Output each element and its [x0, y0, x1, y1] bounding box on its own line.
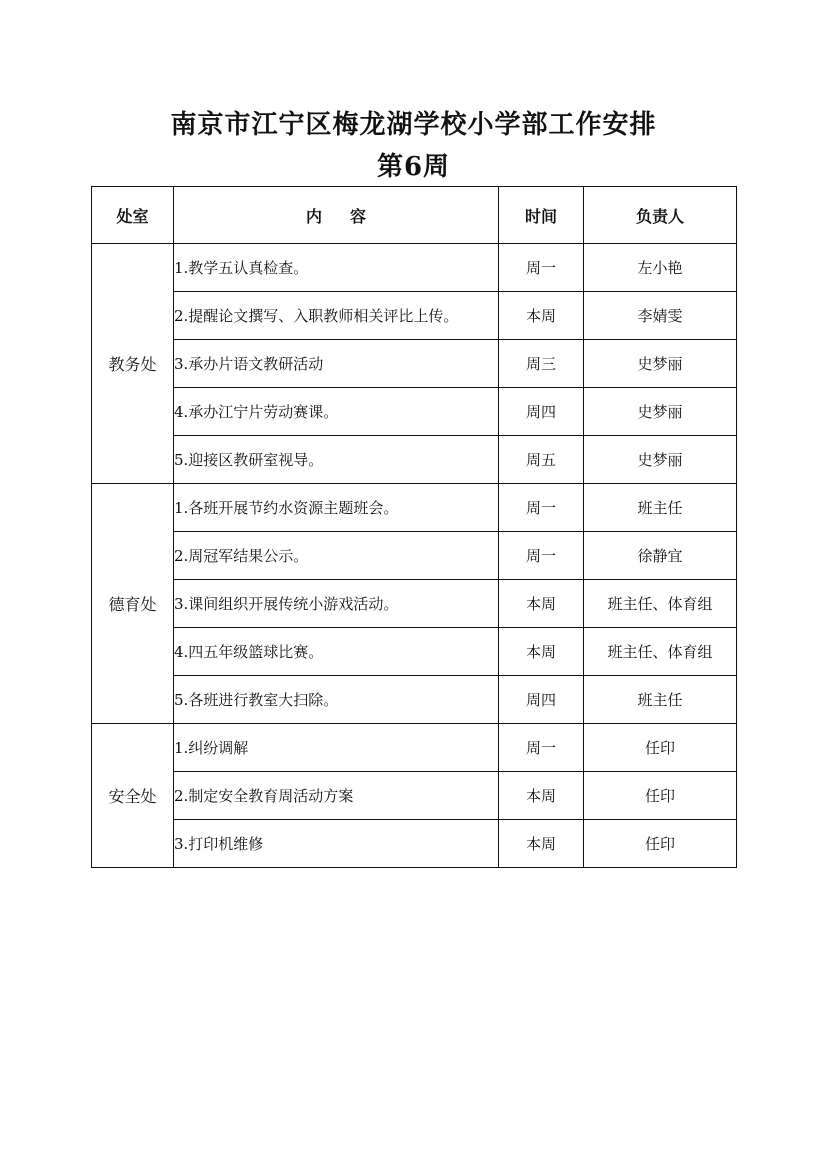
time-cell: 周一	[499, 532, 584, 580]
table-row	[92, 484, 737, 532]
time-cell: 本周	[499, 820, 584, 868]
content-cell: 2.制定安全教育周活动方案	[174, 772, 499, 820]
dept-cell: 安全处	[92, 724, 174, 868]
content-cell: 2.提醒论文撰写、入职教师相关评比上传。	[174, 292, 499, 340]
header-time: 时间	[499, 187, 584, 244]
person-cell: 史梦丽	[584, 388, 737, 436]
person-cell: 任印	[584, 772, 737, 820]
person-cell: 徐静宜	[584, 532, 737, 580]
table-row	[92, 628, 737, 676]
work-schedule-table	[91, 186, 737, 868]
table-row	[92, 676, 737, 724]
content-cell: 3.课间组织开展传统小游戏活动。	[174, 580, 499, 628]
table-row	[92, 532, 737, 580]
table-row	[92, 292, 737, 340]
header-person: 负责人	[584, 187, 737, 244]
document-title: 南京市江宁区梅龙湖学校小学部工作安排	[170, 110, 657, 140]
content-cell: 4.四五年级篮球比赛。	[174, 628, 499, 676]
time-cell: 本周	[499, 772, 584, 820]
header-content-char-1: 内	[305, 206, 322, 226]
table-row	[92, 772, 737, 820]
person-cell: 班主任、体育组	[584, 628, 737, 676]
content-cell: 2.周冠军结果公示。	[174, 532, 499, 580]
person-cell: 李婧雯	[584, 292, 737, 340]
content-cell: 1.教学五认真检查。	[174, 244, 499, 292]
table-row	[92, 388, 737, 436]
time-cell: 周四	[499, 676, 584, 724]
week-label: 第6周	[376, 152, 451, 182]
time-cell: 本周	[499, 580, 584, 628]
table-row	[92, 580, 737, 628]
table-row	[92, 436, 737, 484]
content-cell: 5.迎接区教研室视导。	[174, 436, 499, 484]
time-cell: 周一	[499, 484, 584, 532]
person-cell: 班主任	[584, 676, 737, 724]
table-row	[92, 820, 737, 868]
table-row	[92, 244, 737, 292]
person-cell: 任印	[584, 724, 737, 772]
header-content-char-2: 容	[350, 206, 367, 226]
time-cell: 周四	[499, 388, 584, 436]
content-cell: 1.纠纷调解	[174, 724, 499, 772]
header-dept: 处室	[92, 187, 174, 244]
table-header-row	[92, 187, 737, 244]
time-cell: 周一	[499, 244, 584, 292]
time-cell: 周五	[499, 436, 584, 484]
table-body	[92, 244, 737, 868]
table-row	[92, 340, 737, 388]
content-cell: 4.承办江宁片劳动赛课。	[174, 388, 499, 436]
content-cell: 3.承办片语文教研活动	[174, 340, 499, 388]
time-cell: 本周	[499, 628, 584, 676]
content-cell: 5.各班进行教室大扫除。	[174, 676, 499, 724]
content-cell: 3.打印机维修	[174, 820, 499, 868]
table-row	[92, 724, 737, 772]
dept-cell: 教务处	[92, 244, 174, 484]
person-cell: 史梦丽	[584, 340, 737, 388]
header-content	[174, 187, 499, 244]
time-cell: 周三	[499, 340, 584, 388]
time-cell: 周一	[499, 724, 584, 772]
person-cell: 史梦丽	[584, 436, 737, 484]
person-cell: 左小艳	[584, 244, 737, 292]
person-cell: 班主任	[584, 484, 737, 532]
content-cell: 1.各班开展节约水资源主题班会。	[174, 484, 499, 532]
time-cell: 本周	[499, 292, 584, 340]
person-cell: 任印	[584, 820, 737, 868]
dept-cell: 德育处	[92, 484, 174, 724]
person-cell: 班主任、体育组	[584, 580, 737, 628]
